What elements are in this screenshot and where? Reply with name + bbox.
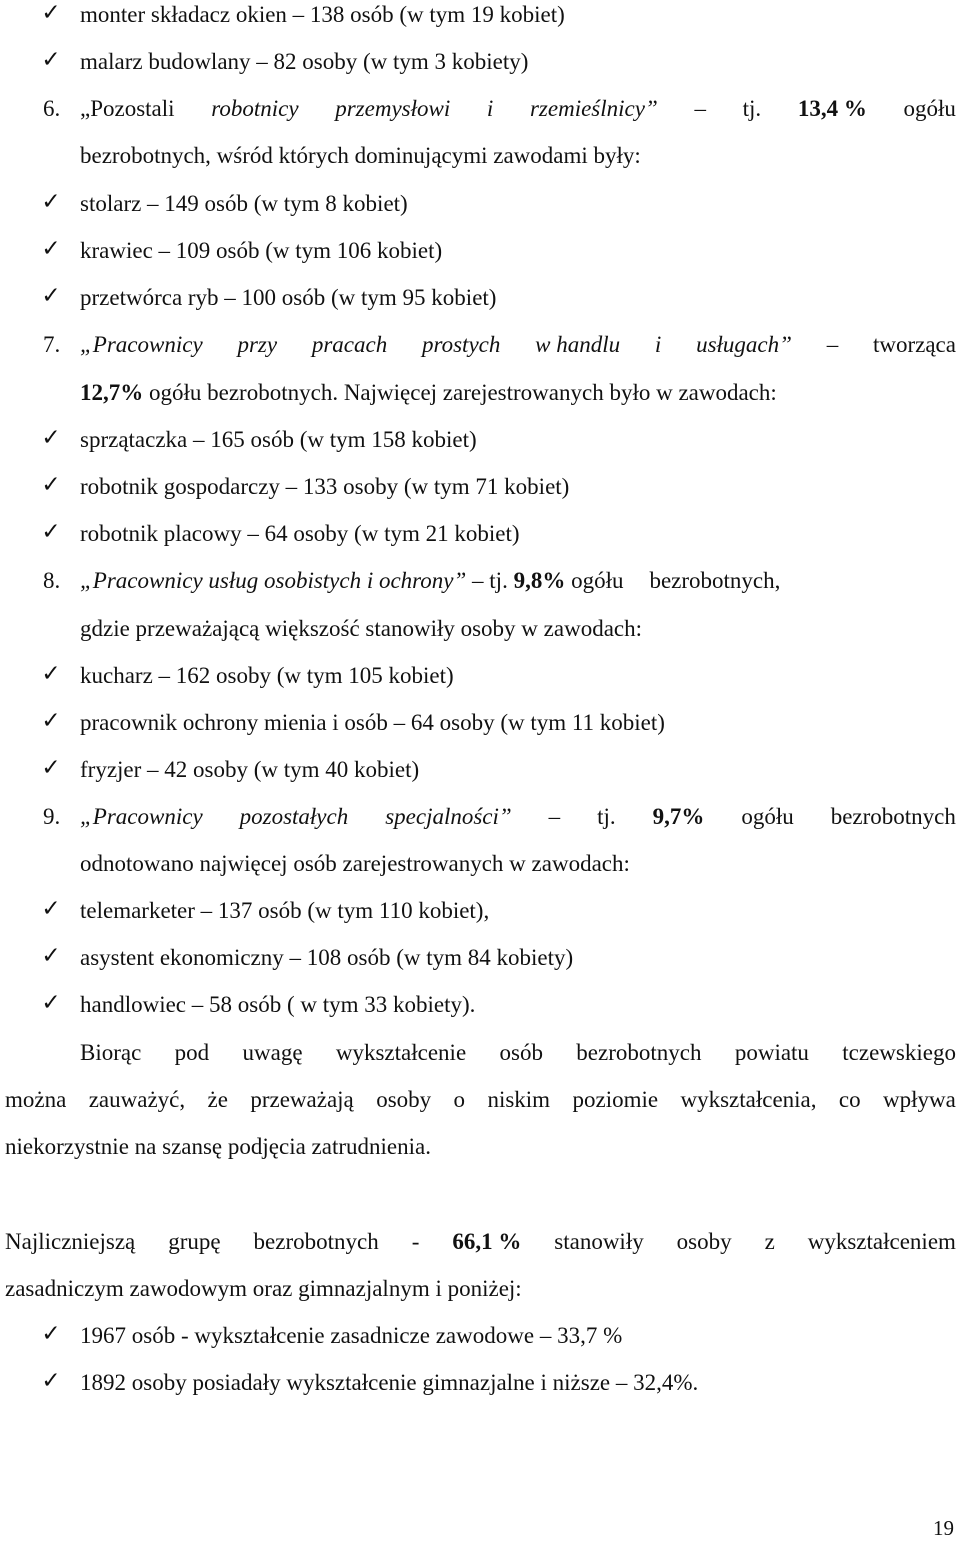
word: że: [207, 1087, 228, 1112]
word: Biorąc: [80, 1040, 142, 1065]
heading-word: usługach”: [696, 332, 792, 357]
word: osoby: [676, 1229, 732, 1254]
percent-value: 13,4 %: [797, 96, 867, 121]
page-number: 19: [933, 1516, 954, 1540]
word: o: [453, 1087, 466, 1112]
word: pod: [174, 1040, 210, 1065]
check-icon: ✓: [41, 1321, 61, 1347]
word: powiatu: [734, 1040, 809, 1065]
list-item: przetwórca ryb – 100 osób (w tym 95 kobiet): [80, 285, 497, 310]
heading-word: tj.: [597, 804, 616, 829]
percent-value: 9,8%: [513, 568, 566, 593]
continuation-line: gdzie przeważającą większość stanowiły osoby w zawodach:: [80, 616, 642, 641]
list-item: 1892 osoby posiadały wykształcenie gimnazjalne i niższe – 32,4%.: [80, 1370, 699, 1395]
word: grupę: [168, 1229, 221, 1254]
heading-word: specjalności”: [385, 804, 512, 829]
heading-word: prostych: [422, 332, 501, 357]
list-item: handlowiec – 58 osób ( w tym 33 kobiety).: [80, 992, 476, 1017]
continuation-text: ogółu bezrobotnych. Najwięcej zarejestrowanych było w zawodach:: [149, 380, 777, 405]
check-icon: ✓: [41, 283, 61, 309]
check-icon: ✓: [41, 472, 61, 498]
heading-word: przy: [237, 332, 278, 357]
check-icon: ✓: [41, 896, 61, 922]
heading-word: pozostałych: [239, 804, 349, 829]
word: Najliczniejszą: [5, 1229, 136, 1254]
word: stanowiły: [554, 1229, 644, 1254]
heading-word: robotnicy: [211, 96, 299, 121]
word: wykształceniem: [807, 1229, 956, 1254]
word: uwagę: [242, 1040, 303, 1065]
word: co: [838, 1087, 861, 1112]
list-item: pracownik ochrony mienia i osób – 64 osoby (w tym 11 kobiet): [80, 710, 665, 735]
list-item: monter składacz okien – 138 osób (w tym 19 kobiet): [80, 2, 565, 27]
check-icon: ✓: [41, 943, 61, 969]
heading-word: w handlu: [535, 332, 621, 357]
check-icon: ✓: [41, 0, 61, 26]
heading-word: i: [654, 332, 662, 357]
percent-value: 9,7%: [652, 804, 705, 829]
check-icon: ✓: [41, 236, 61, 262]
heading-word: bezrobotnych,: [649, 568, 781, 593]
word: -: [411, 1229, 420, 1254]
word: osoby: [376, 1087, 432, 1112]
continuation-line: [80, 378, 777, 408]
list-item: stolarz – 149 osób (w tym 8 kobiet): [80, 191, 408, 216]
check-icon: ✓: [41, 425, 61, 451]
section-heading-6: [80, 94, 956, 124]
list-item: kucharz – 162 osoby (w tym 105 kobiet): [80, 663, 454, 688]
percent-value: 12,7%: [80, 380, 144, 405]
heading-word: ogółu: [903, 96, 956, 121]
percent-value: 66,1 %: [452, 1229, 522, 1254]
continuation-line: bezrobotnych, wśród których dominującymi zawodami były:: [80, 143, 641, 168]
word: bezrobotnych: [576, 1040, 702, 1065]
section-number: 7.: [43, 332, 61, 357]
list-item: fryzjer – 42 osoby (w tym 40 kobiet): [80, 757, 420, 782]
check-icon: ✓: [41, 519, 61, 545]
heading-word: „Pozostali: [80, 96, 175, 121]
word: wpływa: [883, 1087, 956, 1112]
heading-word: –: [548, 804, 561, 829]
list-item: asystent ekonomiczny – 108 osób (w tym 84 kobiety): [80, 945, 574, 970]
section-number: 8.: [43, 568, 61, 593]
heading-word: i: [486, 96, 494, 121]
paragraph-line: zasadniczym zawodowym oraz gimnazjalnym i poniżej:: [5, 1276, 522, 1301]
word: wykształcenie: [335, 1040, 467, 1065]
word: poziomie: [572, 1087, 659, 1112]
heading-word: „Pracownicy: [80, 332, 203, 357]
heading-word: bezrobotnych: [830, 804, 956, 829]
check-icon: ✓: [41, 1368, 61, 1394]
list-item: 1967 osób - wykształcenie zasadnicze zawodowe – 33,7 %: [80, 1323, 623, 1348]
section-number: 9.: [43, 804, 61, 829]
word: zauważyć,: [88, 1087, 186, 1112]
list-item: malarz budowlany – 82 osoby (w tym 3 kobiety): [80, 49, 529, 74]
heading-word: przemysłowi: [335, 96, 451, 121]
heading-word: –: [826, 332, 839, 357]
check-icon: ✓: [41, 708, 61, 734]
continuation-line: odnotowano najwięcej osób zarejestrowanych w zawodach:: [80, 851, 630, 876]
heading-word: ogółu: [571, 568, 624, 593]
word: tczewskiego: [842, 1040, 956, 1065]
section-heading-8: [80, 566, 780, 596]
check-icon: ✓: [41, 755, 61, 781]
check-icon: ✓: [41, 47, 61, 73]
heading-title: „Pracownicy usług osobistych i ochrony”: [80, 568, 467, 593]
list-item: robotnik gospodarczy – 133 osoby (w tym 71 kobiet): [80, 474, 570, 499]
heading-word: „Pracownicy: [80, 804, 203, 829]
heading-word: –: [694, 96, 706, 121]
list-item: sprzątaczka – 165 osób (w tym 158 kobiet): [80, 427, 477, 452]
check-icon: ✓: [41, 189, 61, 215]
word: bezrobotnych: [253, 1229, 379, 1254]
heading-word: tj.: [742, 96, 762, 121]
list-item: krawiec – 109 osób (w tym 106 kobiet): [80, 238, 443, 263]
paragraph-line: [5, 1085, 956, 1115]
word: przeważają: [250, 1087, 354, 1112]
heading-word: tworząca: [872, 332, 956, 357]
list-item: robotnik placowy – 64 osoby (w tym 21 kobiet): [80, 521, 520, 546]
heading-word: pracach: [311, 332, 388, 357]
check-icon: ✓: [41, 661, 61, 687]
heading-word: – tj.: [472, 568, 508, 593]
section-heading-9: [80, 802, 956, 832]
word: z: [764, 1229, 775, 1254]
section-number: 6.: [43, 96, 61, 121]
paragraph-line: [80, 1038, 956, 1068]
section-heading-7: [80, 330, 956, 360]
list-item: telemarketer – 137 osób (w tym 110 kobiet),: [80, 898, 490, 923]
word: niskim: [487, 1087, 551, 1112]
word: wykształcenia,: [680, 1087, 817, 1112]
paragraph-line: niekorzystnie na szansę podjęcia zatrudnienia.: [5, 1134, 431, 1159]
paragraph-line: [5, 1227, 956, 1257]
word: osób: [499, 1040, 543, 1065]
heading-word: ogółu: [741, 804, 794, 829]
word: można: [5, 1087, 67, 1112]
heading-word: rzemieślnicy”: [529, 96, 658, 121]
check-icon: ✓: [41, 990, 61, 1016]
